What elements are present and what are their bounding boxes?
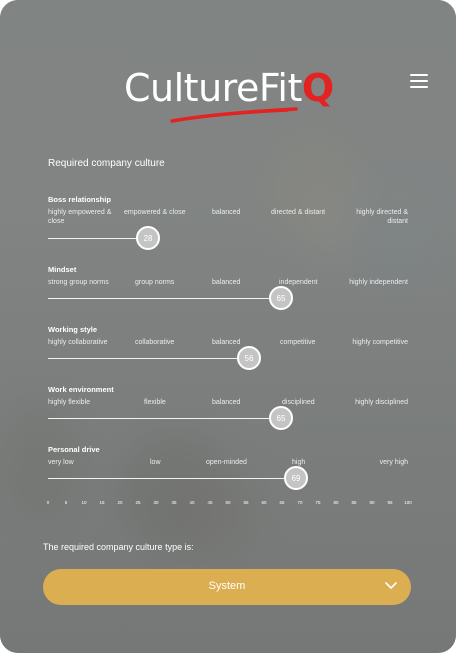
hamburger-menu-icon[interactable] bbox=[410, 74, 428, 90]
culture-type-select[interactable] bbox=[43, 569, 411, 605]
scale-labels bbox=[48, 278, 408, 300]
slider-label: Boss relationship bbox=[48, 195, 111, 204]
scale-label: highly empowered & close bbox=[48, 209, 112, 225]
tick-label: 70 bbox=[297, 500, 303, 505]
result-label: The required company culture type is: bbox=[43, 542, 194, 552]
scale-labels bbox=[48, 398, 408, 420]
tick-label: 60 bbox=[261, 500, 267, 505]
slider-label: Mindset bbox=[48, 265, 77, 274]
scale-label: balanced bbox=[212, 209, 241, 216]
tick-label: 95 bbox=[387, 500, 393, 505]
tick-label: 20 bbox=[117, 500, 123, 505]
tick-label: 30 bbox=[153, 500, 159, 505]
scale-labels bbox=[48, 208, 408, 230]
scale-label: highly competitive bbox=[352, 339, 408, 346]
scale-label: very high bbox=[379, 459, 408, 466]
scale-label: low bbox=[150, 459, 161, 466]
tick-label: 15 bbox=[99, 500, 105, 505]
tick-label: 55 bbox=[243, 500, 249, 505]
slider-label: Work environment bbox=[48, 385, 114, 394]
chevron-down-icon bbox=[385, 582, 397, 590]
scale-label: competitive bbox=[280, 339, 316, 346]
slider-track[interactable] bbox=[48, 358, 240, 359]
scale-ticks bbox=[46, 500, 412, 510]
tick-label: 35 bbox=[171, 500, 177, 505]
scale-label: independent bbox=[279, 279, 318, 286]
section-title: Required company culture bbox=[48, 158, 165, 169]
scale-label: balanced bbox=[212, 279, 241, 286]
tick-label: 5 bbox=[64, 500, 68, 505]
tick-label: 75 bbox=[315, 500, 321, 505]
tick-label: 25 bbox=[135, 500, 141, 505]
slider-thumb[interactable]: 69 bbox=[284, 466, 308, 490]
scale-label: highly flexible bbox=[48, 399, 91, 406]
scale-label: balanced bbox=[212, 339, 241, 346]
slider-track[interactable] bbox=[48, 298, 273, 299]
logo-q: Q bbox=[301, 66, 334, 110]
scale-label: highly directed & distant bbox=[356, 209, 408, 225]
culture-type-value: System bbox=[208, 580, 246, 592]
scale-label: disciplined bbox=[282, 399, 315, 406]
tick-label: 45 bbox=[207, 500, 213, 505]
scale-labels bbox=[48, 338, 408, 360]
culturefitq-logo bbox=[124, 66, 334, 110]
scale-label: highly independent bbox=[349, 279, 408, 286]
slider-thumb[interactable]: 56 bbox=[237, 346, 261, 370]
scale-label: highly collaborative bbox=[48, 339, 108, 346]
tick-label: 10 bbox=[81, 500, 87, 505]
scale-label: strong group norms bbox=[48, 279, 109, 286]
scale-label: balanced bbox=[212, 399, 241, 406]
tick-label: 85 bbox=[351, 500, 357, 505]
tick-label: 65 bbox=[279, 500, 285, 505]
scale-labels bbox=[48, 458, 408, 480]
scale-label: open-minded bbox=[206, 459, 247, 466]
scale-label: directed & distant bbox=[271, 209, 326, 216]
tick-label: 40 bbox=[189, 500, 195, 505]
scale-label: flexible bbox=[144, 399, 166, 406]
tick-label: 80 bbox=[333, 500, 339, 505]
slider-thumb[interactable]: 65 bbox=[269, 406, 293, 430]
slider-track[interactable] bbox=[48, 478, 288, 479]
slider-label: Personal drive bbox=[48, 445, 100, 454]
tick-label: 50 bbox=[225, 500, 231, 505]
logo-text: CultureFit bbox=[124, 66, 302, 110]
slider-track[interactable] bbox=[48, 418, 273, 419]
logo-swoosh-icon bbox=[170, 106, 300, 124]
scale-label: very low bbox=[48, 459, 74, 466]
tick-label: 90 bbox=[369, 500, 375, 505]
tick-label: 0 bbox=[46, 500, 50, 505]
slider-label: Working style bbox=[48, 325, 98, 334]
slider-thumb[interactable]: 65 bbox=[269, 286, 293, 310]
scale-label: high bbox=[292, 459, 306, 466]
slider-track[interactable] bbox=[48, 238, 138, 239]
tick-label: 100 bbox=[404, 500, 412, 505]
scale-label: collaborative bbox=[135, 339, 175, 346]
slider-thumb[interactable]: 28 bbox=[136, 226, 160, 250]
scale-label: group norms bbox=[135, 279, 175, 286]
scale-label: highly disciplined bbox=[355, 399, 408, 406]
scale-label: empowered & close bbox=[124, 209, 186, 216]
